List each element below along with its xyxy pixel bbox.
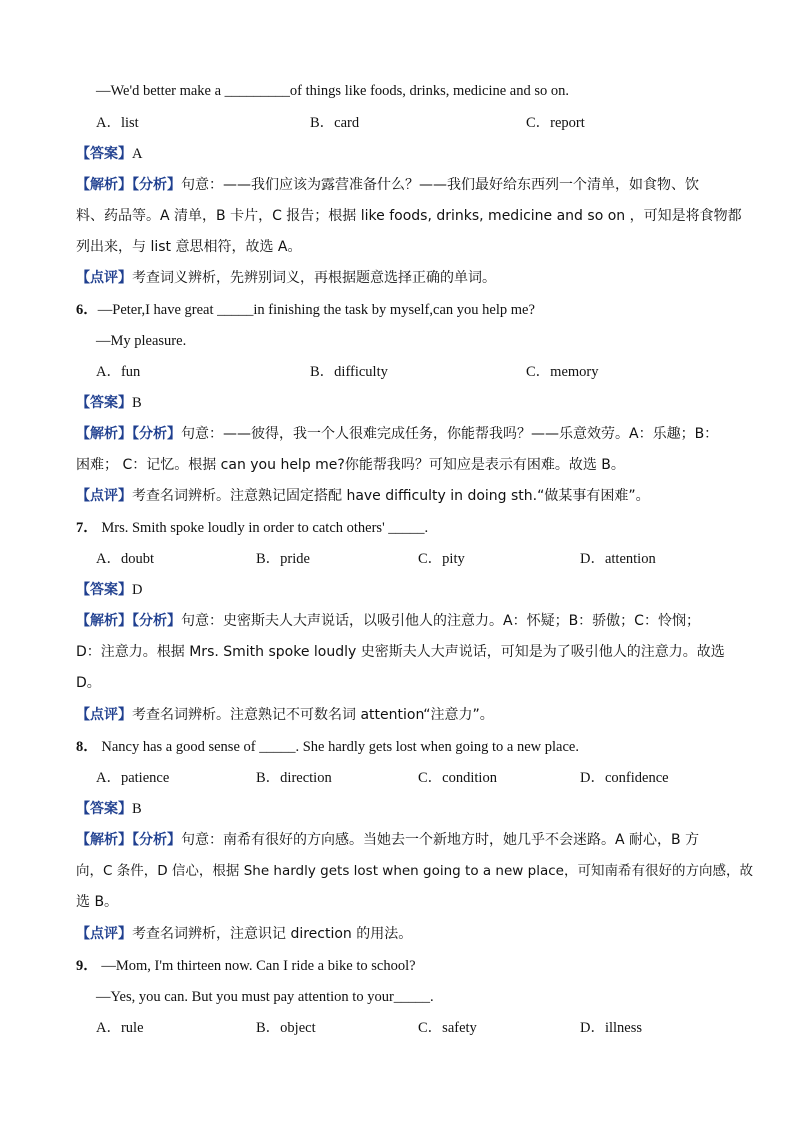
q7-comment [76,705,494,725]
comment-tag: 【点评】 [76,270,132,286]
q9-question [76,956,416,976]
q8-analysis-line-2: 向，C 条件，D 信心，根据 She hardly gets lost when going to a new place，可知南希有很好的方向感，故 [76,863,753,879]
q7-option-a: A．doubt [96,551,154,567]
q5-reply: —We'd better make a _________of things like foods, drinks, medicine and so on. [96,83,570,99]
q8-option-d: D．confidence [580,770,669,786]
q8-answer [76,799,142,819]
q5-analysis-line-1 [76,175,699,195]
q6-reply: —My pleasure. [96,333,187,349]
q6-comment [76,486,650,506]
q5-option-b: B．card [310,115,360,131]
comment-text: 考查名词辨析。注意熟记不可数名词 attention“注意力”。 [132,707,494,723]
answer-tag: 【答案】 [76,146,132,162]
q6-question [76,300,535,320]
comment-tag: 【点评】 [76,488,132,504]
q9-option-b: B．object [256,1020,316,1036]
answer-value: D [132,582,143,598]
question-text: Nancy has a good sense of _____. She hardly gets lost when going to a new place. [97,739,579,755]
q8-option-b: B．direction [256,770,332,786]
q7-analysis-line-3: D。 [76,675,101,691]
q6-analysis-line-1 [76,424,718,444]
analysis-tag: 【解析】【分析】 [76,426,181,442]
q6-option-c: C．memory [526,364,599,380]
analysis-text: 句意：——彼得，我一个人很难完成任务，你能帮我吗？——乐意效劳。A：乐趣；B： [181,426,719,442]
answer-value: A [132,146,143,162]
q9-option-d: D．illness [580,1020,643,1036]
q5-option-c: C．report [526,115,585,131]
comment-tag: 【点评】 [76,707,132,723]
comment-text: 考查名词辨析，注意识记 direction 的用法。 [132,926,413,942]
q7-question [76,518,428,538]
answer-value: B [132,801,142,817]
q8-analysis-line-1 [76,830,699,850]
q7-option-b: B．pride [256,551,310,567]
q9-reply: —Yes, you can. But you must pay attention to your_____. [96,989,434,1005]
question-number: 6． [76,302,98,318]
analysis-tag: 【解析】【分析】 [76,613,181,629]
question-text: —Mom, I'm thirteen now. Can I ride a bike to school? [97,958,416,974]
answer-tag: 【答案】 [76,582,132,598]
q6-analysis-line-2: 困难； C：记忆。根据 can you help me?你能帮我吗？可知应是表示有困难。故选 B。 [76,457,625,473]
analysis-text: 句意：史密斯夫人大声说话，以吸引他人的注意力。A：怀疑；B：骄傲；C：怜悯； [181,613,700,629]
q7-analysis-line-2: D：注意力。根据 Mrs. Smith spoke loudly 史密斯夫人大声说话，可知是为了吸引他人的注意力。故选 [76,644,725,660]
q9-option-a: A．rule [96,1020,144,1036]
q5-option-a: A．list [96,115,139,131]
comment-text: 考查词义辨析，先辨别词义，再根据题意选择正确的单词。 [132,270,496,286]
q8-option-a: A．patience [96,770,170,786]
q5-comment [76,268,496,288]
q6-answer [76,393,142,413]
q8-comment [76,924,412,944]
analysis-text: 句意：——我们应该为露营准备什么？——我们最好给东西列一个清单，如食物、饮 [181,177,699,193]
comment-text: 考查名词辨析。注意熟记固定搭配 have difficulty in doing sth.“做某事有困难”。 [132,488,650,504]
q7-options [96,549,756,569]
question-text: Mrs. Smith spoke loudly in order to catch others' _____. [97,520,429,536]
q5-analysis-line-3: 列出来，与 list 意思相符，故选 A。 [76,239,302,255]
q6-option-a: A．fun [96,364,141,380]
q8-options [96,768,756,788]
analysis-tag: 【解析】【分析】 [76,177,181,193]
analysis-text: 句意：南希有很好的方向感。当她去一个新地方时，她几乎不会迷路。A 耐心，B 方 [181,832,700,848]
answer-value: B [132,395,142,411]
q7-option-d: D．attention [580,551,656,567]
q9-options [96,1018,756,1038]
answer-tag: 【答案】 [76,801,132,817]
q5-answer [76,144,142,164]
q8-question [76,737,579,757]
question-text: —Peter,I have great _____in finishing the task by myself,can you help me? [97,302,535,318]
q5-options [96,113,756,133]
q7-option-c: C．pity [418,551,465,567]
q8-analysis-line-3: 选 B。 [76,894,119,910]
q6-option-b: B．difficulty [310,364,388,380]
question-number: 7． [76,520,98,536]
q8-option-c: C．condition [418,770,497,786]
q7-analysis-line-1 [76,611,700,631]
q7-answer [76,580,142,600]
q9-option-c: C．safety [418,1020,477,1036]
question-number: 9． [76,958,98,974]
question-number: 8． [76,739,98,755]
answer-tag: 【答案】 [76,395,132,411]
q6-options [96,362,756,382]
comment-tag: 【点评】 [76,926,132,942]
q5-analysis-line-2: 料、药品等。A 清单，B 卡片，C 报告；根据 like foods, drinks, medicine and so on ，可知是将食物都 [76,208,742,224]
analysis-tag: 【解析】【分析】 [76,832,181,848]
